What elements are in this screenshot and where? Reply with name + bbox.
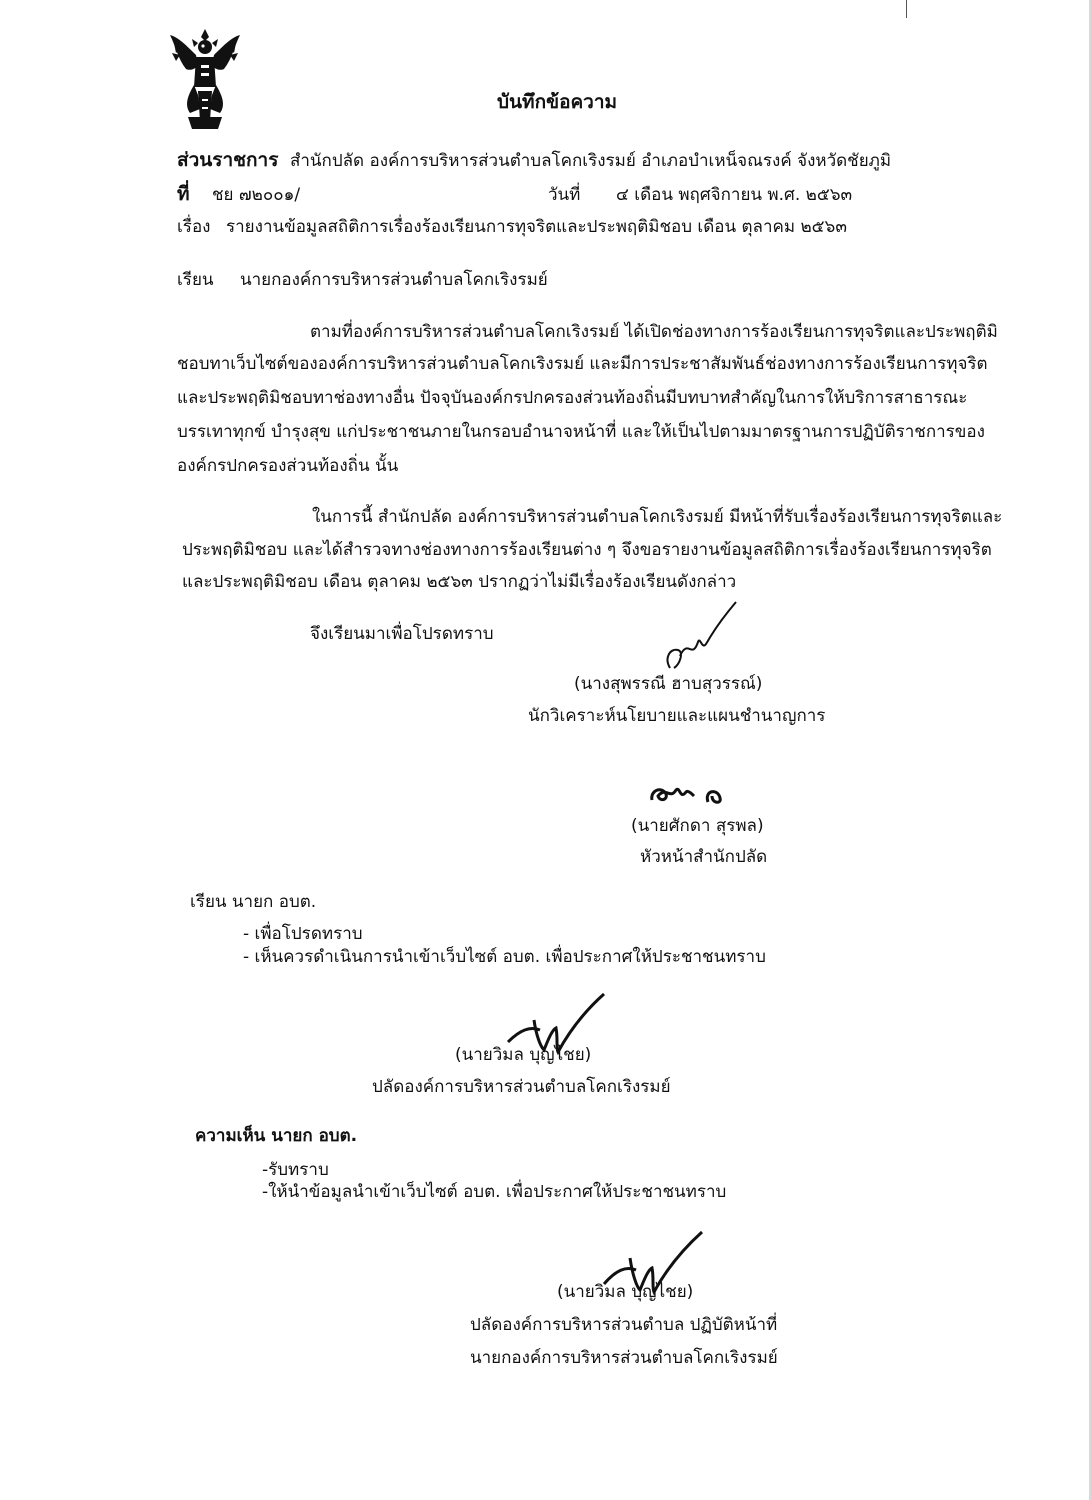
memo-title: บันทึกข้อความ: [497, 91, 618, 113]
para1-line4: บรรเทาทุกข์ บำรุงสุข แก่ประชาชนภายในกรอบอำนาจหน้าที่ และให้เป็นไปตามมาตรฐานการปฏิบัติราชการของ: [177, 422, 985, 442]
date-label: วันที่: [548, 185, 581, 205]
para1-line2: ชอบทาเว็บไซต์ขององค์การบริหารส่วนตำบลโคกเริงรมย์ และมีการประชาสัมพันธ์ช่องทางการร้องเรียนการทุจริต: [177, 354, 988, 374]
to-value: นายกองค์การบริหารส่วนตำบลโคกเริงรมย์: [240, 270, 548, 290]
opinion-heading: ความเห็น นายก อบต.: [195, 1126, 358, 1146]
page-edge-mark: [906, 0, 907, 18]
signer1-name: (นางสุพรรณี ฮาบสุวรรณ์): [574, 674, 763, 694]
note1-item1: - เพื่อโปรดทราบ: [243, 924, 363, 944]
agency-label: ส่วนราชการ: [177, 149, 279, 171]
opinion-item2: -ให้นำข้อมูลนำเข้าเว็บไซต์ อบต. เพื่อประกาศให้ประชาชนทราบ: [262, 1182, 727, 1202]
signer3-position: ปลัดองค์การบริหารส่วนตำบลโคกเริงรมย์: [372, 1077, 671, 1097]
signer3-name: (นายวิมล บุญไชย): [455, 1045, 592, 1065]
signer4-position1: ปลัดองค์การบริหารส่วนตำบล ปฏิบัติหน้าที่: [470, 1315, 778, 1335]
para2-line3: และประพฤติมิชอบ เดือน ตุลาคม ๒๕๖๓ ปรากฏว่าไม่มีเรื่องร้องเรียนดังกล่าว: [182, 572, 737, 592]
signer1-position: นักวิเคราะห์นโยบายและแผนชำนาญการ: [528, 706, 826, 726]
signer4-position2: นายกองค์การบริหารส่วนตำบลโคกเริงรมย์: [470, 1348, 778, 1368]
para1-line3: และประพฤติมิชอบทาช่องทางอื่น ปัจจุบันองค์กรปกครองส่วนท้องถิ่นมีบทบาทสำคัญในการให้บริการสาธารณะ: [177, 388, 968, 408]
signer2-name: (นายศักดา สุรพล): [631, 816, 764, 836]
signer2-position: หัวหน้าสำนักปลัด: [640, 847, 768, 867]
note1-to: เรียน นายก อบต.: [190, 892, 317, 912]
ref-label: ที่: [177, 183, 190, 205]
note1-item2: - เห็นควรดำเนินการนำเข้าเว็บไซต์ อบต. เพื่อประกาศให้ประชาชนทราบ: [243, 947, 766, 967]
para1-line5: องค์กรปกครองส่วนท้องถิ่น นั้น: [177, 456, 399, 476]
closing-text: จึงเรียนมาเพื่อโปรดทราบ: [310, 624, 494, 644]
to-label: เรียน: [177, 270, 214, 290]
ref-value: ชย ๗๒๐๐๑/: [212, 185, 301, 205]
agency-value: สำนักปลัด องค์การบริหารส่วนตำบลโคกเริงรมย์ อำเภอบำเหน็จณรงค์ จังหวัดชัยภูมิ: [290, 151, 892, 171]
para2-line2: ประพฤติมิชอบ และได้สำรวจทางช่องทางการร้องเรียนต่าง ๆ จึงขอรายงานข้อมูลสถิติการเรื่องร้องเรียนการทุจริต: [182, 540, 992, 560]
garuda-emblem-icon: [168, 25, 242, 133]
subject-label: เรื่อง: [177, 217, 211, 237]
date-value: ๔ เดือน พฤศจิกายน พ.ศ. ๒๕๖๓: [616, 185, 853, 205]
para2-line1: ในการนี้ สำนักปลัด องค์การบริหารส่วนตำบลโคกเริงรมย์ มีหน้าที่รับเรื่องร้องเรียนการทุจริตและ: [312, 507, 1003, 527]
subject-value: รายงานข้อมูลสถิติการเรื่องร้องเรียนการทุจริตและประพฤติมิชอบ เดือน ตุลาคม ๒๕๖๓: [226, 217, 847, 237]
opinion-item1: -รับทราบ: [262, 1160, 329, 1180]
para1-line1: ตามที่องค์การบริหารส่วนตำบลโคกเริงรมย์ ได้เปิดช่องทางการร้องเรียนการทุจริตและประพฤติมิ: [310, 322, 998, 342]
handwritten-signature-icon: [646, 776, 736, 812]
signer4-name: (นายวิมล บุญไชย): [557, 1282, 694, 1302]
